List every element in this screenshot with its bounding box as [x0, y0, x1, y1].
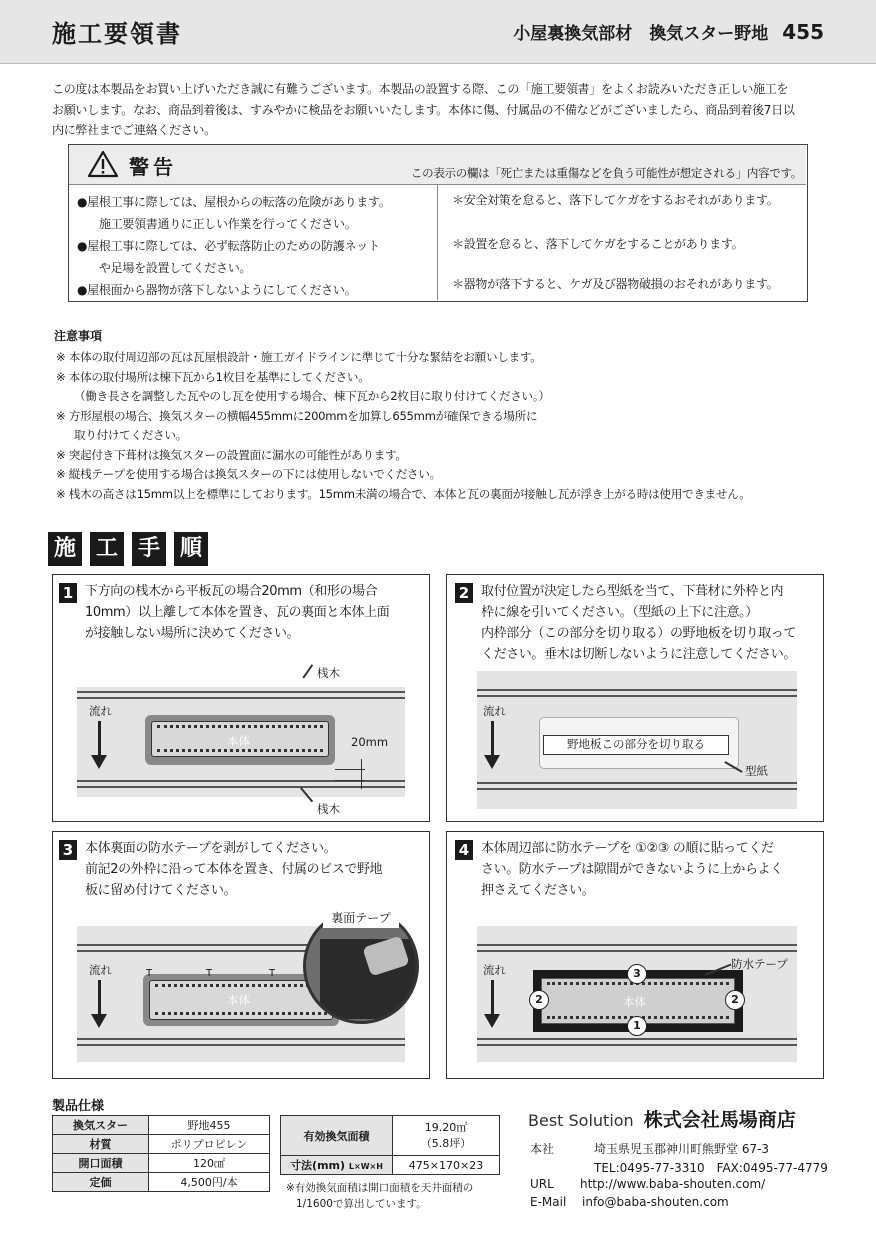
body-label: 本体: [227, 734, 250, 748]
notes-list: [56, 348, 836, 504]
body-label: 本体: [227, 993, 250, 1007]
step-line: ください。垂木は切断しないように注意してください。: [481, 647, 797, 662]
flow-arrow-head-icon: [484, 1014, 500, 1028]
warning-item: ●屋根工事に際しては、必ず転落防止のための防護ネット: [77, 239, 380, 253]
flow-arrow-head-icon: [91, 755, 107, 769]
cut-area: 野地板この部分を切り取る: [543, 735, 729, 755]
vent-slots: [155, 984, 327, 987]
batten-label: 桟木: [317, 666, 340, 680]
step-text: [85, 581, 425, 644]
warning-box: [68, 144, 808, 302]
step-line: 下方向の桟木から平板瓦の場合20mm（和形の場合: [85, 584, 378, 599]
warning-item: ●屋根面から器物が落下しないようにしてください。: [77, 283, 357, 297]
steps-heading-char: 順: [174, 532, 208, 566]
flow-label: 流れ: [483, 963, 506, 977]
warning-divider: [437, 185, 438, 300]
area-value: 19.20㎡: [424, 1120, 468, 1134]
table-row: [281, 1116, 500, 1156]
step-line: 本体裏面の防水テープを剥がしてください。: [85, 841, 337, 856]
flow-arrow-icon: [98, 721, 101, 755]
batten-line: [77, 691, 405, 693]
tape-label: 防水テープ: [731, 957, 788, 971]
tape-order-2-right: 2: [725, 990, 745, 1010]
step-number: 3: [59, 840, 77, 860]
flow-label: 流れ: [89, 704, 112, 718]
vent-slots: [157, 725, 323, 728]
specs-footnote: [286, 1180, 473, 1212]
back-tape-label: 裏面テープ: [323, 908, 399, 928]
batten-line: [477, 950, 797, 952]
batten-line: [77, 1044, 405, 1046]
specs-table: [52, 1115, 270, 1192]
notes-title: 注意事項: [54, 329, 103, 343]
batten-line: [77, 697, 405, 699]
step-line: 押さえてください。: [481, 883, 595, 898]
dim-label: 寸法(mm): [290, 1159, 346, 1172]
note-item: 取り付けてください。: [74, 428, 187, 442]
company-url[interactable]: http://www.baba-shouten.com/: [580, 1177, 766, 1191]
spec-value: 4,500円/本: [149, 1173, 270, 1192]
flow-arrow-icon: [491, 721, 494, 755]
step-4-box: [446, 831, 824, 1079]
step-number: 4: [455, 840, 473, 860]
spec-value: 475×170×23: [393, 1156, 500, 1175]
batten-label: 桟木: [317, 802, 340, 816]
flow-label: 流れ: [483, 704, 506, 718]
table-row: [53, 1116, 270, 1135]
product-model: 455: [782, 20, 824, 44]
batten-line: [477, 788, 797, 790]
table-row: [281, 1156, 500, 1175]
flow-arrow-icon: [491, 980, 494, 1014]
flow-label: 流れ: [89, 963, 112, 977]
batten-line: [477, 944, 797, 946]
leader-line: [302, 664, 312, 678]
batten-line: [477, 782, 797, 784]
step-line: さい。防水テープは隙間ができないように上からよく: [481, 862, 783, 877]
footnote-line: 1/1600で算出しています。: [296, 1198, 427, 1210]
step-line: 枠に線を引いてください。（型紙の上下に注意。）: [481, 605, 758, 620]
specs-title: 製品仕様: [52, 1099, 105, 1114]
company-tel: TEL:0495-77-3310 FAX:0495-77-4779: [594, 1161, 828, 1175]
warning-title: 警告: [129, 155, 177, 179]
spec-key: 開口面積: [53, 1154, 149, 1173]
note-item: ※ 方形屋根の場合、換気スターの横幅455mmに200mmを加算し655mmが確保できる場所に: [56, 408, 538, 423]
tape-order-1: 1: [627, 1016, 647, 1036]
step-line: が接触しない場所に決めてください。: [85, 626, 300, 641]
dim-unit: L×W×H: [348, 1162, 383, 1171]
spec-key: 換気スター: [53, 1116, 149, 1135]
batten-line: [77, 1038, 405, 1040]
product-line: 小屋裏換気部材 換気スター野地: [513, 24, 769, 44]
steps-heading: [48, 532, 208, 566]
warning-header: [69, 145, 806, 185]
vent-slots: [155, 1012, 327, 1015]
step-line: 前記2の外枠に沿って本体を置き、付属のビスで野地: [85, 862, 383, 877]
spec-value: ポリプロピレン: [149, 1135, 270, 1154]
flow-arrow-icon: [98, 980, 101, 1014]
intro-line: 内に弊社までご連絡ください。: [52, 123, 216, 137]
step-text: [481, 581, 821, 665]
note-item: ※ 縦桟テープを使用する場合は換気スターの下には使用しないでください。: [56, 467, 441, 481]
spec-key: 有効換気面積: [281, 1116, 393, 1156]
warning-item: 施工要領書通りに正しい作業を行ってください。: [99, 217, 357, 231]
step-text: [85, 838, 425, 901]
spec-key: [281, 1156, 393, 1175]
specs-table-2: [280, 1115, 500, 1175]
company-address: 埼玉県児玉郡神川町熊野堂 67-3: [594, 1142, 770, 1156]
step-number: 1: [59, 583, 77, 603]
screw-icon: T: [206, 968, 213, 979]
intro-line: この度は本製品をお買い上げいただき誠に有難うございます。本製品の設置する際、この「施工要領書」をよくお読みいただき正しい施工を: [52, 82, 789, 96]
dimension-arrow: [361, 759, 362, 789]
flow-arrow-head-icon: [484, 755, 500, 769]
batten-line: [477, 689, 797, 691]
step-number: 2: [455, 583, 473, 603]
vent-slots: [157, 749, 323, 752]
table-row: [53, 1173, 270, 1192]
intro-line: お願いします。なお、商品到着後は、すみやかに検品をお願いいたします。本体に傷、付属品の不備などがございましたら、商品到着後7日以: [52, 102, 795, 117]
batten-line: [477, 1038, 797, 1040]
step-line: 板に留め付けてください。: [85, 883, 237, 898]
note-item: ※ 本体の取付場所は棟下瓦から1枚目を基準にしてください。: [56, 369, 370, 384]
note-item: ※ 本体の取付周辺部の瓦は瓦屋根設計・施工ガイドラインに準じて十分な緊結をお願いします。: [56, 350, 542, 364]
spec-value: 野地455: [149, 1116, 270, 1135]
company-tagline: Best Solution: [528, 1111, 634, 1130]
spec-value: 120㎠: [149, 1154, 270, 1173]
tape-order-2-left: 2: [529, 990, 549, 1010]
company-hq-label: 本社: [530, 1142, 555, 1156]
batten-line: [477, 1044, 797, 1046]
company-email[interactable]: info@baba-shouten.com: [582, 1195, 729, 1209]
company-url-label: URL: [530, 1177, 554, 1191]
spec-key: 定価: [53, 1173, 149, 1192]
batten-line: [477, 695, 797, 697]
company-email-label: E-Mail: [530, 1195, 567, 1209]
step-line: 内枠部分（この部分を切り取る）の野地板を切り取って: [481, 626, 797, 641]
footnote-line: ※有効換気面積は開口面積を天井面積の: [286, 1182, 474, 1194]
step-line: 本体周辺部に防水テープを ①②③ の順に貼ってくだ: [481, 841, 774, 856]
screw-icon: T: [146, 968, 153, 979]
warning-item: ●屋根工事に際しては、屋根からの転落の危険があります。: [77, 195, 391, 209]
dimension-label: 20mm: [351, 735, 389, 749]
step-1-box: [52, 574, 430, 822]
steps-heading-char: 施: [48, 532, 82, 566]
spec-value: [393, 1116, 500, 1156]
step-line: 取付位置が決定したら型紙を当て、下葺材に外枠と内: [481, 584, 784, 599]
intro-text: [52, 79, 828, 141]
step-2-box: [446, 574, 824, 822]
body-label: 本体: [623, 995, 646, 1009]
warning-consequence: ＊器物が落下すると、ケガ及び器物破損のおそれがあります。: [452, 277, 779, 291]
warning-triangle-icon: [87, 150, 119, 178]
company-name: [528, 1105, 796, 1132]
note-item: ※ 桟木の高さは15mm以上を標準にしております。15mm未満の場合で、本体と瓦の裏面が接触し瓦が浮き上がる時は使用できません。: [56, 486, 751, 501]
screw-icon: T: [269, 968, 276, 979]
warning-item: や足場を設置してください。: [99, 261, 252, 275]
flow-arrow-head-icon: [91, 1014, 107, 1028]
warning-note: この表示の欄は「死亡または重傷などを負う可能性が想定される」内容です。: [410, 166, 802, 180]
company-title: 株式会社馬場商店: [643, 1109, 796, 1131]
step-3-box: [52, 831, 430, 1079]
warning-consequence: ＊設置を怠ると、落下してケガをすることがあります。: [452, 237, 744, 251]
batten-line: [77, 786, 405, 788]
warning-left-list: [77, 191, 433, 301]
note-item: （働き長さを調整した瓦やのし瓦を使用する場合、棟下瓦から2枚目に取り付けてください。）: [74, 389, 550, 403]
table-row: [53, 1154, 270, 1173]
product-name: [513, 19, 824, 44]
template-label: 型紙: [745, 764, 768, 778]
steps-heading-char: 工: [90, 532, 124, 566]
warning-consequence: ＊安全対策を怠ると、落下してケガをするおそれがあります。: [452, 193, 779, 207]
table-row: [53, 1135, 270, 1154]
step-text: [481, 838, 821, 901]
area-sub: （5.8坪）: [420, 1136, 472, 1150]
note-item: ※ 突起付き下葺材は換気スターの設置面に漏水の可能性があります。: [56, 447, 407, 462]
page-title: 施工要領書: [52, 20, 182, 48]
step-line: 10mm）以上離して本体を置き、瓦の裏面と本体上面: [85, 605, 390, 620]
spec-key: 材質: [53, 1135, 149, 1154]
tape-order-3: 3: [627, 964, 647, 984]
steps-heading-char: 手: [132, 532, 166, 566]
